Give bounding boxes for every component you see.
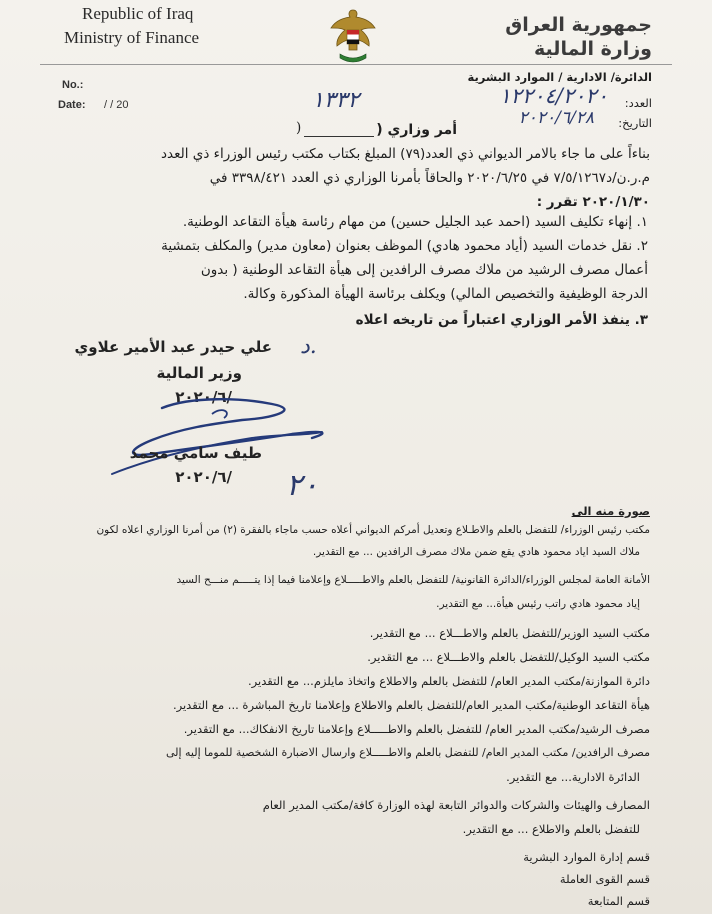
no-label: No.: — [62, 79, 84, 91]
order-number-hand: ١٣٣٢ — [312, 88, 360, 113]
copies-line-8: هيأة التقاعد الوطنية/مكتب المدير العام/للتفضل بالعلم والاطلاع وإعلامنا تاريخ المباشرة ... مع التقدير. — [172, 698, 650, 712]
copies-line-16: قسم المتابعة — [587, 894, 650, 908]
ministry-en: Ministry of Finance — [64, 28, 200, 47]
secretary-day-hand: ٢٠ — [286, 468, 319, 503]
copies-line-4: إياد محمود هادي راتب رئيس هيأة... مع التقدير. — [436, 598, 640, 610]
intro-line-2: م.ر.ن/د٧/٥/١٢٦٧ في ٢٠٢٠/٦/٢٥ والحاقاً بأمرنا الوزاري ذي العدد ٣٣٩٨/٤٢١ في — [209, 170, 650, 186]
copies-line-9: مصرف الرشيد/مكتب المدير العام/ للتفضل بالعلم والاطـــــلاع وإعلامنا تاريخ الانفكاك... مع التقدير. — [183, 722, 650, 736]
secretary-name: طيف سامي محمد — [129, 444, 262, 462]
copies-line-2: ملاك السيد اياد محمود هادي يقع ضمن ملاك مصرف الرافدين ... مع التقدير. — [312, 546, 640, 558]
minister-prefix-hand: د. — [300, 334, 317, 359]
order-title-close: ) — [296, 120, 302, 136]
order-item-2-line-2: أعمال مصرف الرشيد من ملاك مصرف الرافدين إلى هيأة التقاعد الوطنية ( بدون — [200, 262, 648, 278]
number-value-hand: ١٢٢٠٤/٢٠٢٠ — [499, 84, 608, 108]
order-item-1: ١. إنهاء تكليف السيد (احمد عبد الجليل حسين) من مهام رئاسة هيأة التقاعد الوطنية. — [182, 214, 648, 230]
minister-name: علي حيدر عبد الأمير علاوي — [74, 338, 272, 356]
copies-line-12: المصارف والهيئات والشركات والدوائر التابعة لهذه الوزارة كافة/مكتب المدير العام — [262, 798, 650, 812]
minister-title: وزير المالية — [156, 364, 242, 382]
copies-line-11: الدائرة الادارية... مع التقدير. — [506, 770, 640, 784]
date-label: Date: — [58, 99, 86, 111]
date-ar-value-hand: ٢٠٢٠/٦/٢٨ — [518, 108, 594, 128]
intro-line-3: ٢٠٢٠/١/٣٠ تقرر : — [536, 194, 650, 210]
number-label: العدد: — [624, 96, 652, 110]
date-ar-label: التاريخ: — [618, 116, 652, 130]
republic-en: Republic of Iraq — [82, 4, 194, 23]
iraq-eagle-emblem-icon — [328, 6, 378, 68]
order-title: أمر وزاري ( — [376, 122, 457, 138]
copies-line-1: مكتب رئيس الوزراء/ للتفضل بالعلم والاطـلاع وتعديل أمركم الديواني أعلاه حسب ماجاء بالفقرة (٢) من أمرنا الوزاري اعلاه لكون — [96, 524, 650, 536]
department-label: الدائرة/ الادارية / الموارد البشرية — [467, 70, 652, 84]
date-fill: / / 20 — [104, 99, 129, 111]
copies-line-6: مكتب السيد الوكيل/للتفضل بالعلم والاطـــلاع ... مع التقدير. — [367, 650, 650, 664]
copies-line-3: الأمانة العامة لمجلس الوزراء/الدائرة القانونية/ للتفضل بالعلم والاطـــــلاع وإعلامنا فيما إذا يتـــــم منـــح السيد — [176, 574, 650, 586]
copies-heading: صورة منه الى — [571, 504, 650, 518]
secretary-date: ٢٠٢٠/٦/ — [175, 468, 232, 486]
order-item-3: ٣. ينفذ الأمر الوزاري اعتباراً من تاريخه اعلاه — [355, 312, 648, 328]
copies-line-13: للتفضل بالعلم والاطلاع ... مع التقدير. — [462, 822, 640, 836]
header-divider — [40, 64, 672, 65]
copies-line-7: دائرة الموازنة/مكتب المدير العام/ للتفضل بالعلم والاطلاع واتخاذ مايلزم... مع التقدير. — [248, 674, 650, 688]
copies-line-5: مكتب السيد الوزير/للتفضل بالعلم والاطـــلاع ... مع التقدير. — [369, 626, 650, 640]
copies-line-14: قسم إدارة الموارد البشرية — [523, 850, 650, 864]
intro-line-1: بناءاً على ما جاء بالامر الديواني ذي العدد(٧٩) المبلغ بكتاب مكتب رئيس الوزراء ذي العدد — [161, 146, 650, 162]
order-item-2-line-3: الدرجة الوظيفية والتخصيص المالي) ويكلف برئاسة الهيأة المذكورة وكالة. — [243, 286, 648, 302]
copies-line-10: مصرف الرافدين/ مكتب المدير العام/ للتفضل بالعلم والاطـــــلاع وارسال الاضبارة الشخصية للموما إليه إلى — [165, 746, 650, 759]
minister-date: ٢٠٢٠/٦/ — [175, 388, 232, 406]
order-number-line — [304, 136, 374, 137]
order-item-2-line-1: ٢. نقل خدمات السيد (أياد محمود هادي) الموظف بعنوان (معاون مدير) والمكلف بتمشية — [161, 238, 648, 254]
republic-ar: جمهورية العراق — [505, 14, 652, 36]
ministry-ar: وزارة المالية — [534, 38, 652, 60]
copies-line-15: قسم القوى العاملة — [559, 872, 650, 886]
